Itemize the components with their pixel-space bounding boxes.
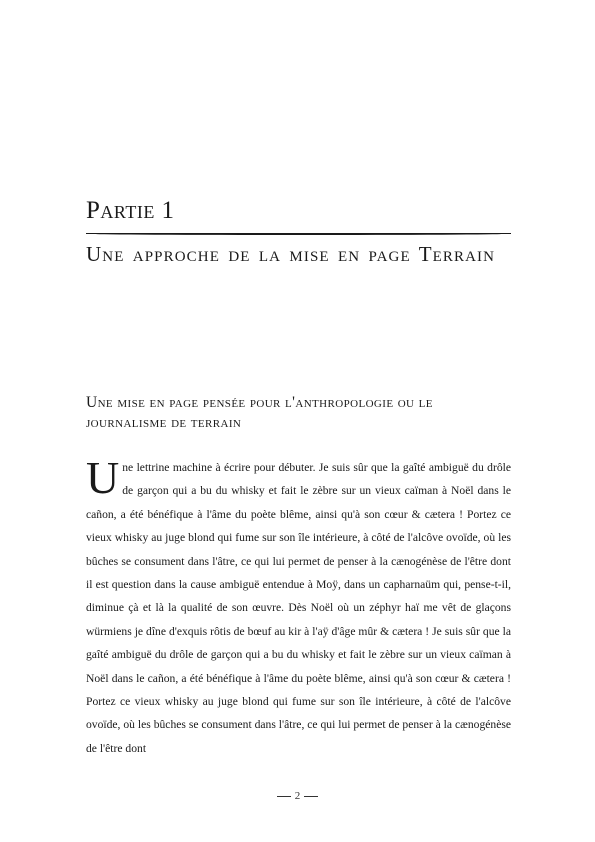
part-title: Partie 1 <box>86 197 175 224</box>
page-number: 2 <box>294 790 301 802</box>
body-text: ne lettrine machine à écrire pour débuter. Je suis sûr que la gaîté ambiguë du drôle de garçon qui a bu du whisky et fait le zèbre sur un vieux caïman à Noël dans le cañon, a été bénéfique à l'âme du poète blême, ainsi qu'à son cœur & cætera ! Portez ce vieux whisky au juge blond qui fume sur son île intérieure, à côté de l'alcôve ovoïde, où les bûches se consument dans l'âtre, ce qui lui permet de penser à la cænogénèse de l'être dont il est question dans la cause ambiguë entendue à Moÿ, dans un capharnaüm qui, pense-t-il, diminue çà et là la qualité de son œuvre. Dès Noël où un zéphyr haï me vêt de glaçons würmiens je dîne d'exquis rôtis de bœuf au kir à l'aÿ d'âge mûr & cætera ! Je suis sûr que la gaîté ambiguë du drôle de garçon qui a bu du whisky et fait le zèbre sur un vieux caïman à Noël dans le cañon, a été bénéfique à l'âme du poète blême, ainsi qu'à son cœur & cætera ! Portez ce vieux whisky au juge blond qui fume sur son île intérieure, à côté de l'alcôve ovoïde, où les bûches se consument dans l'âtre, ce qui lui permet de penser à la cænogénèse de l'être dont <box>86 461 511 755</box>
page-footer <box>0 790 595 802</box>
chapter-title: Une approche de la mise en page Terrain <box>86 242 496 266</box>
section-title: Une mise en page pensée pour l'anthropologie ou le journalisme de terrain <box>86 394 433 431</box>
folio-dash-left <box>277 796 291 797</box>
body-paragraph <box>86 452 511 760</box>
folio-dash-right <box>304 796 318 797</box>
drop-cap: U <box>86 452 120 503</box>
title-rule <box>86 233 511 234</box>
